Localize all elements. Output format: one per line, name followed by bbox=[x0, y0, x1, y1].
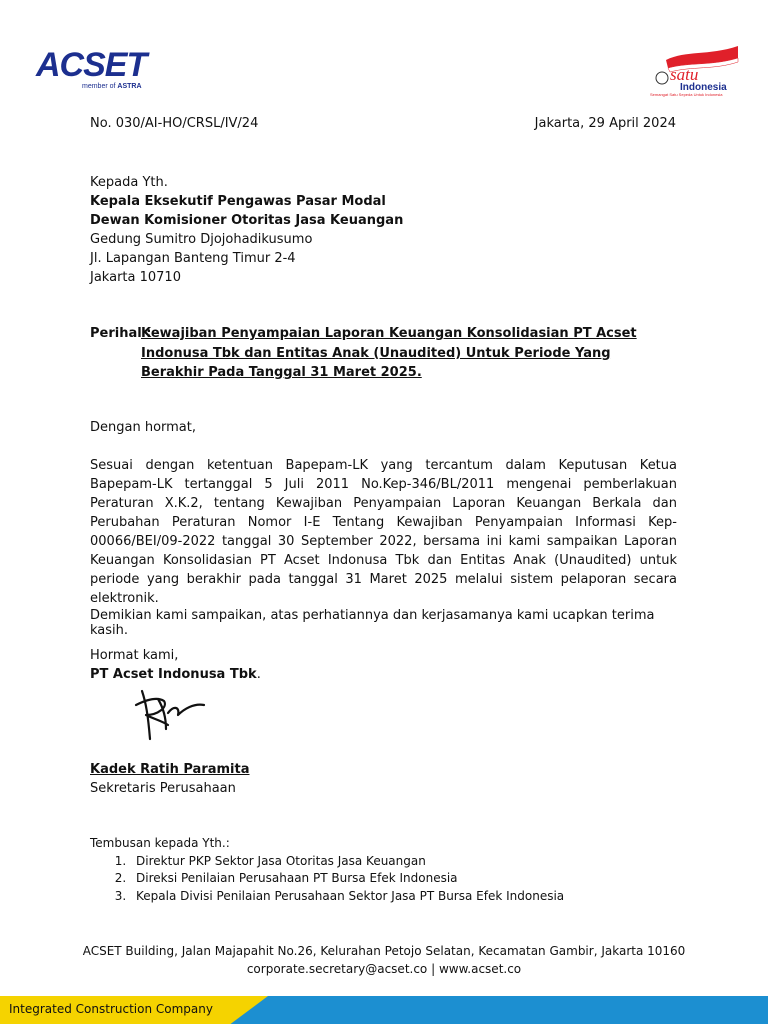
satu-word: satu bbox=[670, 65, 699, 84]
letter-meta bbox=[90, 116, 676, 134]
letter-number: No. 030/AI-HO/CRSL/IV/24 bbox=[90, 116, 259, 131]
cc-item: 2. Direksi Penilaian Perusahaan PT Bursa Efek Indonesia bbox=[130, 870, 564, 888]
address-salutation: Kepada Yth. bbox=[90, 175, 168, 190]
signer-block bbox=[90, 760, 250, 798]
satu-indonesia-logo bbox=[646, 44, 750, 98]
footer-address: ACSET Building, Jalan Majapahit No.26, Kelurahan Petojo Selatan, Kecamatan Gambir, Jakarta 10160 bbox=[82, 944, 686, 958]
brand-name: ACSET bbox=[36, 46, 147, 84]
address-line-1: Gedung Sumitro Djojohadikusumo bbox=[90, 232, 313, 247]
closing-sentence: Demikian kami sampaikan, atas perhatiannya dan kerjasamanya kami ucapkan terima kasih. bbox=[90, 608, 655, 638]
company-name: PT Acset Indonusa Tbk. bbox=[90, 667, 261, 682]
address-line-2: Jl. Lapangan Banteng Timur 2-4 bbox=[90, 251, 296, 266]
regards-block bbox=[90, 646, 261, 684]
greeting: Dengan hormat, bbox=[90, 420, 197, 435]
footer-bar bbox=[0, 996, 768, 1024]
indonesia-word: Indonesia bbox=[680, 82, 727, 93]
footer-contact: corporate.secretary@acset.co | www.acset.co bbox=[246, 962, 522, 976]
signer-name: Kadek Ratih Paramita bbox=[90, 762, 250, 777]
regards: Hormat kami, bbox=[90, 648, 179, 663]
signature-icon bbox=[128, 685, 208, 743]
subject-text: Kewajiban Penyampaian Laporan Keuangan Konsolidasian PT Acset Indonusa Tbk dan Entitas Anak (Unaudited) Untuk Periode Yang Berakhir Pada Tanggal 31 Maret 2025. bbox=[141, 326, 637, 380]
footer-address-block bbox=[0, 942, 768, 978]
flag-icon bbox=[646, 44, 750, 98]
letter-date: Jakarta, 29 April 2024 bbox=[534, 116, 676, 131]
body-paragraph: Sesuai dengan ketentuan Bapepam-LK yang tercantum dalam Keputusan Ketua Bapepam-LK tertanggal 5 Juli 2011 No.Kep-346/BL/2011 mengenai pemberlakuan Peraturan X.K.2, tentang Kewajiban Penyampaian Laporan Keuangan Berkala dan Perubahan Peraturan Nomor I-E Tentang Kewajiban Penyampaian Informasi Kep-00066/BEI/09-2022 tanggal 30 September 2022, bersama ini kami sampaikan Laporan Keuangan Konsolidasian PT Acset Indonusa Tbk dan Entitas Anak (Unaudited) untuk periode yang berakhir pada tanggal 31 Maret 2025 melalui sistem pelaporan secara elektronik. bbox=[90, 458, 677, 606]
cc-block bbox=[90, 835, 564, 905]
cc-item: 3. Kepala Divisi Penilaian Perusahaan Sektor Jasa PT Bursa Efek Indonesia bbox=[130, 888, 564, 906]
footer-tagline: Integrated Construction Company bbox=[9, 1002, 213, 1016]
acset-logo bbox=[36, 46, 156, 94]
cc-heading: Tembusan kepada Yth.: bbox=[90, 836, 230, 850]
cc-list bbox=[90, 853, 564, 906]
subject-label: Perihal : bbox=[90, 326, 152, 341]
brand-subtitle: member of ASTRA bbox=[82, 83, 142, 90]
recipient-line-1: Kepala Eksekutif Pengawas Pasar Modal bbox=[90, 194, 386, 209]
address-line-3: Jakarta 10710 bbox=[90, 270, 181, 285]
cc-item: 1. Direktur PKP Sektor Jasa Otoritas Jasa Keuangan bbox=[130, 853, 564, 871]
recipient-address bbox=[90, 173, 403, 287]
signature-image bbox=[128, 685, 208, 743]
signer-title: Sekretaris Perusahaan bbox=[90, 781, 236, 796]
campaign-tagline: Semangat Satu Sepeda Untuk Indonesia bbox=[650, 92, 723, 97]
recipient-line-2: Dewan Komisioner Otoritas Jasa Keuangan bbox=[90, 213, 404, 228]
